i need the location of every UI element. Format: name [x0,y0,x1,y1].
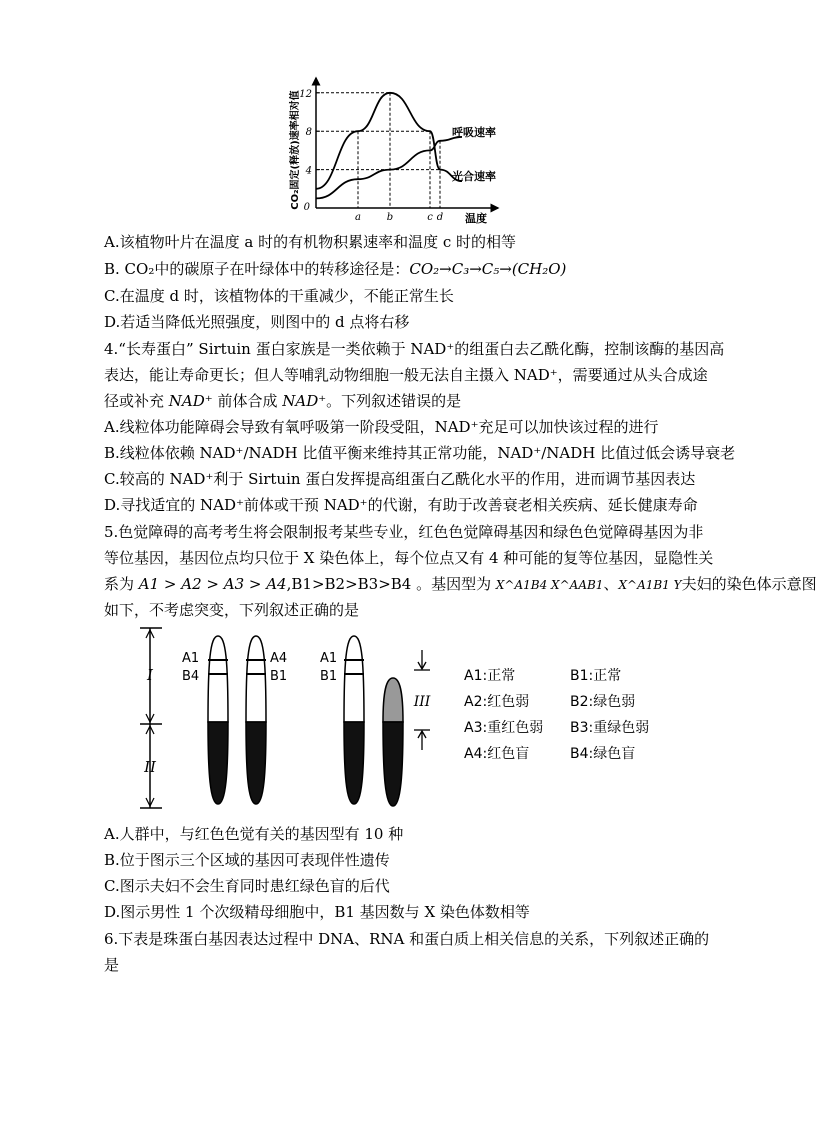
q4-option-a: A.线粒体功能障碍会导致有氧呼吸第一阶段受阻，NAD⁺充足可以加快该过程的进行 [104,418,659,436]
legend-a3: A3:重红色弱 [464,720,544,736]
x-tick-label: c [427,212,433,223]
q5-option-d: D.图示男性 1 个次级精母细胞中，B1 基因数与 X 染色体数相等 [104,903,530,921]
q4-stem-line1: 4.“长寿蛋白” Sirtuin 蛋白家族是一类依赖于 NAD⁺的组蛋白去乙酰化酶，控制该酶的基因高 [104,340,725,358]
region-I-label: I [147,666,153,684]
q5-stem-line1: 5.色觉障碍的高考考生将会限制报考某些专业，红色色觉障碍基因和绿色色觉障碍基因为非 [104,523,704,541]
chr2-top-gene: A4 [270,651,288,666]
chart-tick-labels [299,89,443,223]
legend-b1: B1:正常 [570,668,622,684]
q5-option-b: B.位于图示三个区域的基因可表现伴性遗传 [104,851,390,869]
q5-option-a: A.人群中，与红色色觉有关的基因型有 10 种 [104,825,404,843]
q3-option-c: C.在温度 d 时，该植物体的干重减少，不能正常生长 [104,287,454,305]
q3-option-b-text: B. CO₂中的碳原子在叶绿体中的转移途径是： [104,260,410,278]
q4-nad-2: NAD⁺ [282,392,327,410]
y-tick-label: 8 [305,127,312,139]
q6-stem-line2: 是 [104,956,120,974]
q3-option-b-formula: CO₂→C₃→C₅→(CH₂O) [409,260,567,278]
q5-dominance-a: A1 > A2 > A3 > A4 [138,575,287,593]
chart-y-label: CO₂固定(释放)速率相对值 [290,90,301,210]
chromosome-diagram [130,622,690,812]
y-tick-label: 12 [299,88,312,100]
q6-stem-line1: 6.下表是珠蛋白基因表达过程中 DNA、RNA 和蛋白质上相关信息的关系，下列叙述正确的 [104,930,710,948]
x-tick-label: a [355,212,361,223]
q5-stem-line4: 如下，不考虑突变，下列叙述正确的是 [104,601,360,619]
series-label-respiration: 呼吸速率 [452,126,496,139]
legend-a1: A1:正常 [464,668,516,684]
q3-option-d: D.若适当降低光照强度，则图中的 d 点将右移 [104,313,410,331]
q4-stem3c: 前体合成 [212,392,283,410]
q3-option-a: A.该植物叶片在温度 a 时的有机物积累速率和温度 c 时的相等 [104,233,517,251]
legend-b2: B2:绿色弱 [570,694,636,710]
q4-stem-line2: 表达，能让寿命更长；但人等哺乳动物细胞一般无法自主摄入 NAD⁺，需要通过从头合成途 [104,366,708,384]
series-label-photosynthesis: 光合速率 [452,170,496,183]
q4-nad-1: NAD⁺ [168,392,213,410]
legend-a2: A2:红色弱 [464,694,530,710]
chr3-top-gene: A1 [320,651,338,666]
x-tick-label: d [436,212,444,223]
chromosome-male-y [383,678,403,806]
q5-genotype-female: X^A1B4 X^AAB1 [495,578,604,592]
chr3-bottom-gene: B1 [320,669,338,684]
chr2-bottom-gene: B1 [270,669,288,684]
q5-stem3e: 、 [603,575,619,593]
q5-stem-line2: 等位基因，基因位点均只位于 X 染色体上，每个位点又有 4 种可能的复等位基因，显隐性关 [104,549,714,567]
legend-b4: B4:绿色盲 [570,746,636,762]
q4-stem-line3 [104,391,461,411]
q5-stem-line3 [104,574,817,595]
x-tick-label: b [386,212,394,223]
legend-a4: A4:红色盲 [464,746,530,762]
chr1-top-gene: A1 [182,651,200,666]
q4-option-b: B.线粒体依赖 NAD⁺/NADH 比值平衡来维持其正常功能，NAD⁺/NADH 比值过低会诱导衰老 [104,444,736,462]
q5-stem3g: 夫妇的染色体示意图 [681,575,817,593]
region-II-label: II [144,758,156,776]
q4-stem3a: 径或补充 [104,392,169,410]
chart-x-label: 温度 [465,212,487,225]
q5-stem3a: 系为 [104,575,139,593]
chr1-bottom-gene: B4 [182,669,200,684]
q5-option-c: C.图示夫妇不会生育同时患红绿色盲的后代 [104,877,390,895]
y-tick-label: 4 [305,165,312,177]
q5-stem3c: ,B1>B2>B3>B4 。基因型为 [286,575,496,593]
region-scale [140,628,162,808]
chromosome-female-x2 [246,636,266,804]
chart-origin-label: 0 [303,202,310,213]
region-III-label: III [413,694,431,710]
chromosome-male-x [344,636,364,804]
q4-option-d: D.寻找适宜的 NAD⁺前体或干预 NAD⁺的代谢，有助于改善衰老相关疾病、延长健康寿命 [104,496,698,514]
q4-option-c: C.较高的 NAD⁺利于 Sirtuin 蛋白发挥提高组蛋白乙酰化水平的作用，进而调节基因表达 [104,470,696,488]
chromosome-female-x1 [208,636,228,804]
q4-stem3e: 。下列叙述错误的是 [326,392,462,410]
gene-legend [464,667,649,762]
q5-genotype-male: X^A1B1 Y [618,578,682,592]
rate-temperature-chart [280,70,520,230]
legend-b3: B3:重绿色弱 [570,720,650,736]
q3-option-b [104,259,566,279]
